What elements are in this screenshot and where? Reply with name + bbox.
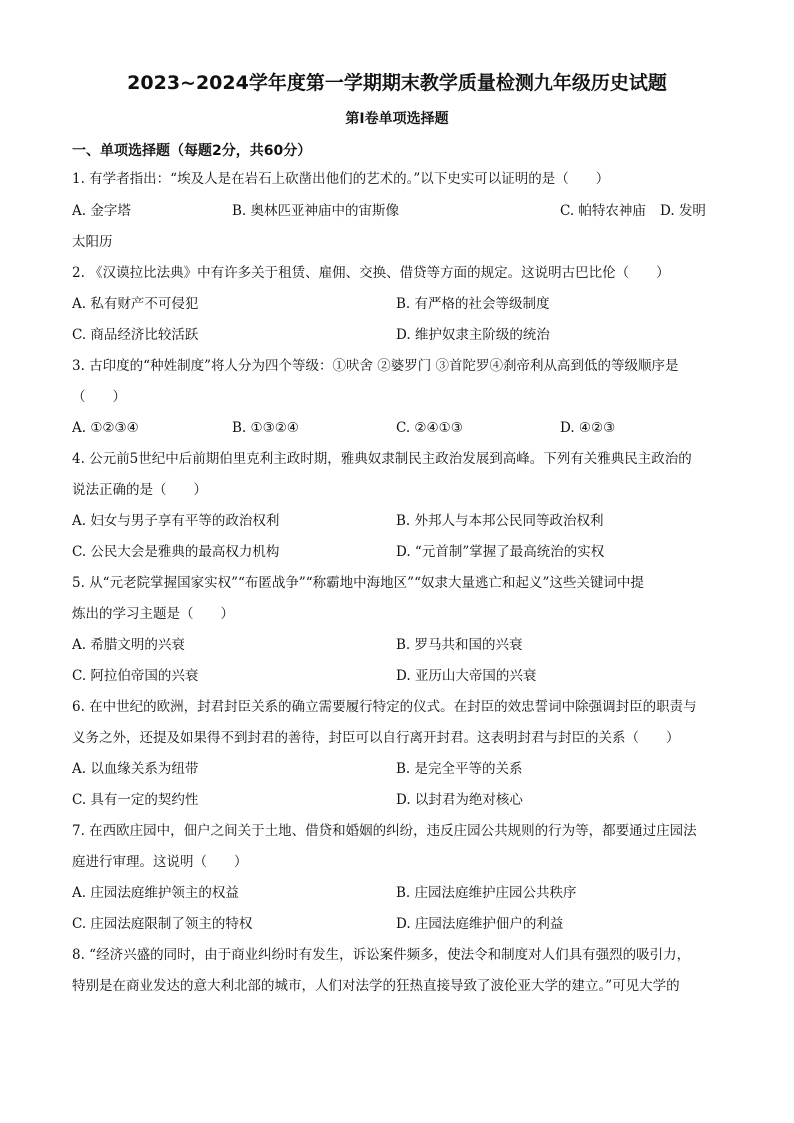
question-2 [72, 258, 722, 289]
option-d-continued: 太阳历 [72, 234, 113, 250]
question-stem-continued: 特别是在商业发达的意大利北部的城市，人们对法学的狂热直接导致了波伦亚大学的建立。”可见大学的 [72, 978, 680, 994]
option-d: D. “元首制”掌握了最高统治的实权 [396, 544, 605, 560]
question-stem: 4. 公元前5世纪中后前期伯里克利主政时期，雅典奴隶制民主政治发展到高峰。下列有关雅典民主政治的 [72, 451, 692, 467]
question-stem-continued: 义务之外，还提及如果得不到封君的善待，封臣可以自行离开封君。这表明封君与封臣的关系（ ） [72, 730, 680, 746]
question-5 [72, 568, 722, 630]
option-a: A. 妇女与男子享有平等的政治权利 [72, 513, 280, 529]
option-b: B. 是完全平等的关系 [396, 761, 523, 777]
option-c: C. 具有一定的契约性 [72, 792, 199, 808]
option-b: B. 庄园法庭维护庄园公共秩序 [396, 885, 577, 901]
option-a: A. 私有财产不可侵犯 [72, 296, 199, 312]
option-c: C. 庄园法庭限制了领主的特权 [72, 916, 253, 932]
section-heading: 一、单项选择题（每题2分，共60分） [72, 143, 312, 159]
option-b: B. 有严格的社会等级制度 [396, 296, 550, 312]
option-c: C. ②④①③ [396, 420, 463, 436]
question-stem: 1. 有学者指出：“埃及人是在岩石上砍凿出他们的艺术的。”以下史实可以证明的是（ ） [72, 171, 610, 187]
option-a: A. ①②③④ [72, 420, 139, 436]
option-d: D. 发明 [660, 203, 706, 219]
question-4 [72, 444, 722, 506]
option-b: B. 奥林匹亚神庙中的宙斯像 [232, 203, 400, 219]
option-c: C. 帕特农神庙 [560, 203, 646, 219]
question-stem-continued: 炼出的学习主题是（ ） [72, 606, 234, 622]
question-stem: 7. 在西欧庄园中，佃户之间关于土地、借贷和婚姻的纠纷，违反庄园公共规则的行为等，都要通过庄园法 [72, 823, 697, 839]
question-stem-continued: 庭进行审理。这说明（ ） [72, 854, 248, 870]
question-stem: 8. “经济兴盛的同时，由于商业纠纷时有发生，诉讼案件频多，使法令和制度对人们具有强烈的吸引力， [72, 947, 691, 963]
option-a: A. 希腊文明的兴衰 [72, 637, 185, 653]
question-stem: 3. 古印度的“种姓制度”将人分为四个等级：①吠舍 ②婆罗门 ③首陀罗④刹帝利从高到低的等级顺序是 [72, 358, 679, 374]
question-stem: 5. 从“元老院掌握国家实权”“布匿战争”“称霸地中海地区”“奴隶大量逃亡和起义”这些关键词中提 [72, 575, 644, 591]
option-d: D. 维护奴隶主阶级的统治 [396, 327, 550, 343]
option-b: B. ①③②④ [232, 420, 299, 436]
option-b: B. 外邦人与本邦公民同等政治权利 [396, 513, 604, 529]
option-b: B. 罗马共和国的兴衰 [396, 637, 523, 653]
question-1 [72, 164, 722, 195]
paper-part-heading: 第Ⅰ卷单项选择题 [345, 111, 449, 127]
option-d: D. ④②③ [560, 420, 616, 436]
question-stem: 2. 《汉谟拉比法典》中有许多关于租赁、雇佣、交换、借贷等方面的规定。这说明古巴比伦（ ） [72, 265, 670, 281]
question-7 [72, 816, 722, 878]
option-c: C. 公民大会是雅典的最高权力机构 [72, 544, 280, 560]
question-stem: 6. 在中世纪的欧洲，封君封臣关系的确立需要履行特定的仪式。在封臣的效忠誓词中除强调封臣的职责与 [72, 699, 697, 715]
option-d: D. 庄园法庭维护佃户的利益 [396, 916, 564, 932]
question-6 [72, 692, 722, 754]
option-a: A. 庄园法庭维护领主的权益 [72, 885, 239, 901]
option-d: D. 以封君为绝对核心 [396, 792, 523, 808]
question-8 [72, 940, 722, 1002]
option-d: D. 亚历山大帝国的兴衰 [396, 668, 537, 684]
question-3 [72, 351, 722, 413]
page-title: 2023~2024学年度第一学期期末教学质量检测九年级历史试题 [127, 72, 667, 94]
option-a: A. 以血缘关系为纽带 [72, 761, 199, 777]
question-stem-continued: （ ） [72, 389, 126, 405]
option-a: A. 金字塔 [72, 203, 131, 219]
option-c: C. 阿拉伯帝国的兴衰 [72, 668, 199, 684]
option-c: C. 商品经济比较活跃 [72, 327, 199, 343]
question-stem-continued: 说法正确的是（ ） [72, 482, 207, 498]
